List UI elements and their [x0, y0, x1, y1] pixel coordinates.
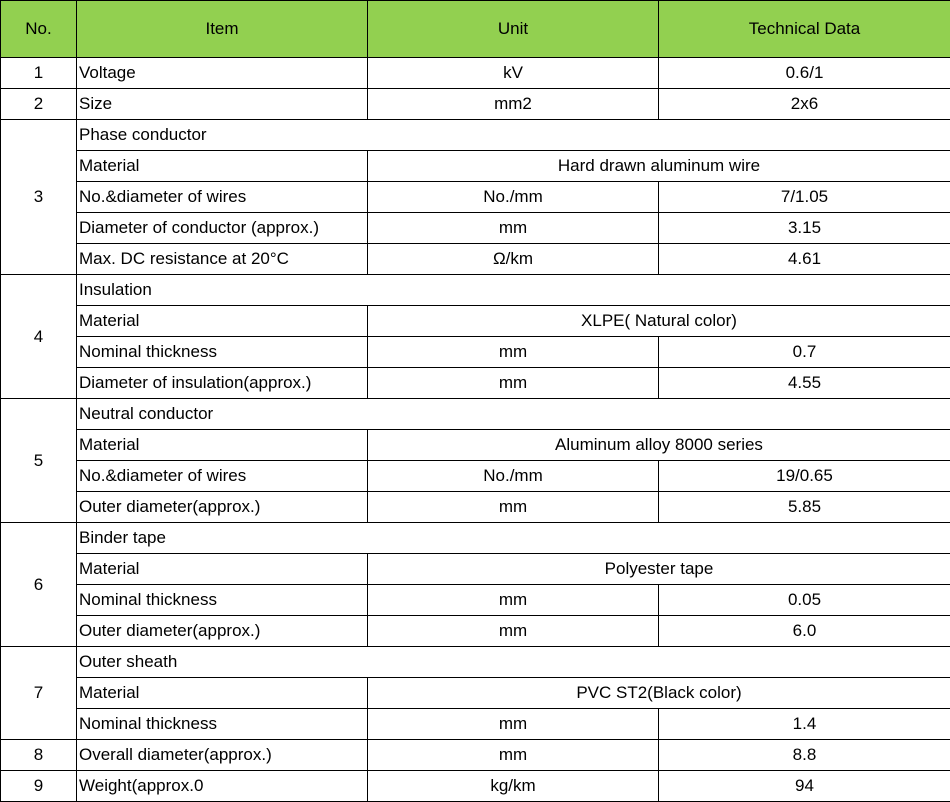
- header-technical-data: Technical Data: [659, 1, 950, 58]
- table-row: [1, 399, 950, 430]
- value-cell: 1.4: [659, 709, 950, 740]
- table-row: [1, 120, 950, 151]
- table-row: [1, 368, 950, 399]
- unit-cell: mm: [368, 337, 659, 368]
- unit-cell: mm: [368, 213, 659, 244]
- value-cell: 0.7: [659, 337, 950, 368]
- merged-value-cell: Aluminum alloy 8000 series: [368, 430, 950, 461]
- table-row: [1, 337, 950, 368]
- item-cell: Max. DC resistance at 20°C: [77, 244, 368, 275]
- table-row: [1, 523, 950, 554]
- merged-value-cell: XLPE( Natural color): [368, 306, 950, 337]
- row-number: 6: [1, 523, 77, 647]
- item-cell: No.&diameter of wires: [77, 182, 368, 213]
- table-row: [1, 275, 950, 306]
- unit-cell: mm2: [368, 89, 659, 120]
- table-row: [1, 647, 950, 678]
- unit-cell: No./mm: [368, 182, 659, 213]
- table-row: [1, 182, 950, 213]
- value-cell: 0.6/1: [659, 58, 950, 89]
- table-row: [1, 430, 950, 461]
- item-cell: Outer diameter(approx.): [77, 616, 368, 647]
- section-title: Insulation: [77, 275, 950, 306]
- value-cell: 2x6: [659, 89, 950, 120]
- value-cell: 4.61: [659, 244, 950, 275]
- item-cell: Voltage: [77, 58, 368, 89]
- row-number: 8: [1, 740, 77, 771]
- row-number: 5: [1, 399, 77, 523]
- table-row: [1, 213, 950, 244]
- table-row: [1, 461, 950, 492]
- unit-cell: mm: [368, 616, 659, 647]
- merged-value-cell: Hard drawn aluminum wire: [368, 151, 950, 182]
- header-no: No.: [1, 1, 77, 58]
- item-cell: Weight(approx.0: [77, 771, 368, 802]
- table-row: [1, 306, 950, 337]
- item-cell: No.&diameter of wires: [77, 461, 368, 492]
- row-number: 7: [1, 647, 77, 740]
- item-cell: Material: [77, 430, 368, 461]
- item-cell: Material: [77, 678, 368, 709]
- value-cell: 94: [659, 771, 950, 802]
- value-cell: 8.8: [659, 740, 950, 771]
- row-number: 3: [1, 120, 77, 275]
- table-row: [1, 709, 950, 740]
- item-cell: Size: [77, 89, 368, 120]
- row-number: 1: [1, 58, 77, 89]
- merged-value-cell: Polyester tape: [368, 554, 950, 585]
- value-cell: 7/1.05: [659, 182, 950, 213]
- table-row: [1, 740, 950, 771]
- unit-cell: kg/km: [368, 771, 659, 802]
- item-cell: Overall diameter(approx.): [77, 740, 368, 771]
- row-number: 9: [1, 771, 77, 802]
- value-cell: 4.55: [659, 368, 950, 399]
- row-number: 4: [1, 275, 77, 399]
- item-cell: Outer diameter(approx.): [77, 492, 368, 523]
- table-row: [1, 616, 950, 647]
- value-cell: 0.05: [659, 585, 950, 616]
- unit-cell: mm: [368, 709, 659, 740]
- item-cell: Nominal thickness: [77, 585, 368, 616]
- item-cell: Nominal thickness: [77, 709, 368, 740]
- unit-cell: mm: [368, 492, 659, 523]
- header-unit: Unit: [368, 1, 659, 58]
- item-cell: Material: [77, 554, 368, 585]
- unit-cell: Ω/km: [368, 244, 659, 275]
- table-row: [1, 151, 950, 182]
- table-row: [1, 678, 950, 709]
- item-cell: Diameter of conductor (approx.): [77, 213, 368, 244]
- table-row: [1, 492, 950, 523]
- item-cell: Nominal thickness: [77, 337, 368, 368]
- value-cell: 3.15: [659, 213, 950, 244]
- merged-value-cell: PVC ST2(Black color): [368, 678, 950, 709]
- section-title: Outer sheath: [77, 647, 950, 678]
- table-row: [1, 585, 950, 616]
- value-cell: 6.0: [659, 616, 950, 647]
- unit-cell: mm: [368, 740, 659, 771]
- value-cell: 19/0.65: [659, 461, 950, 492]
- table-row: [1, 554, 950, 585]
- value-cell: 5.85: [659, 492, 950, 523]
- unit-cell: kV: [368, 58, 659, 89]
- section-title: Neutral conductor: [77, 399, 950, 430]
- unit-cell: mm: [368, 368, 659, 399]
- table-row: [1, 58, 950, 89]
- item-cell: Diameter of insulation(approx.): [77, 368, 368, 399]
- table-row: [1, 89, 950, 120]
- item-cell: Material: [77, 306, 368, 337]
- header-row: [1, 1, 950, 58]
- table-row: [1, 244, 950, 275]
- section-title: Binder tape: [77, 523, 950, 554]
- section-title: Phase conductor: [77, 120, 950, 151]
- header-item: Item: [77, 1, 368, 58]
- unit-cell: No./mm: [368, 461, 659, 492]
- item-cell: Material: [77, 151, 368, 182]
- unit-cell: mm: [368, 585, 659, 616]
- row-number: 2: [1, 89, 77, 120]
